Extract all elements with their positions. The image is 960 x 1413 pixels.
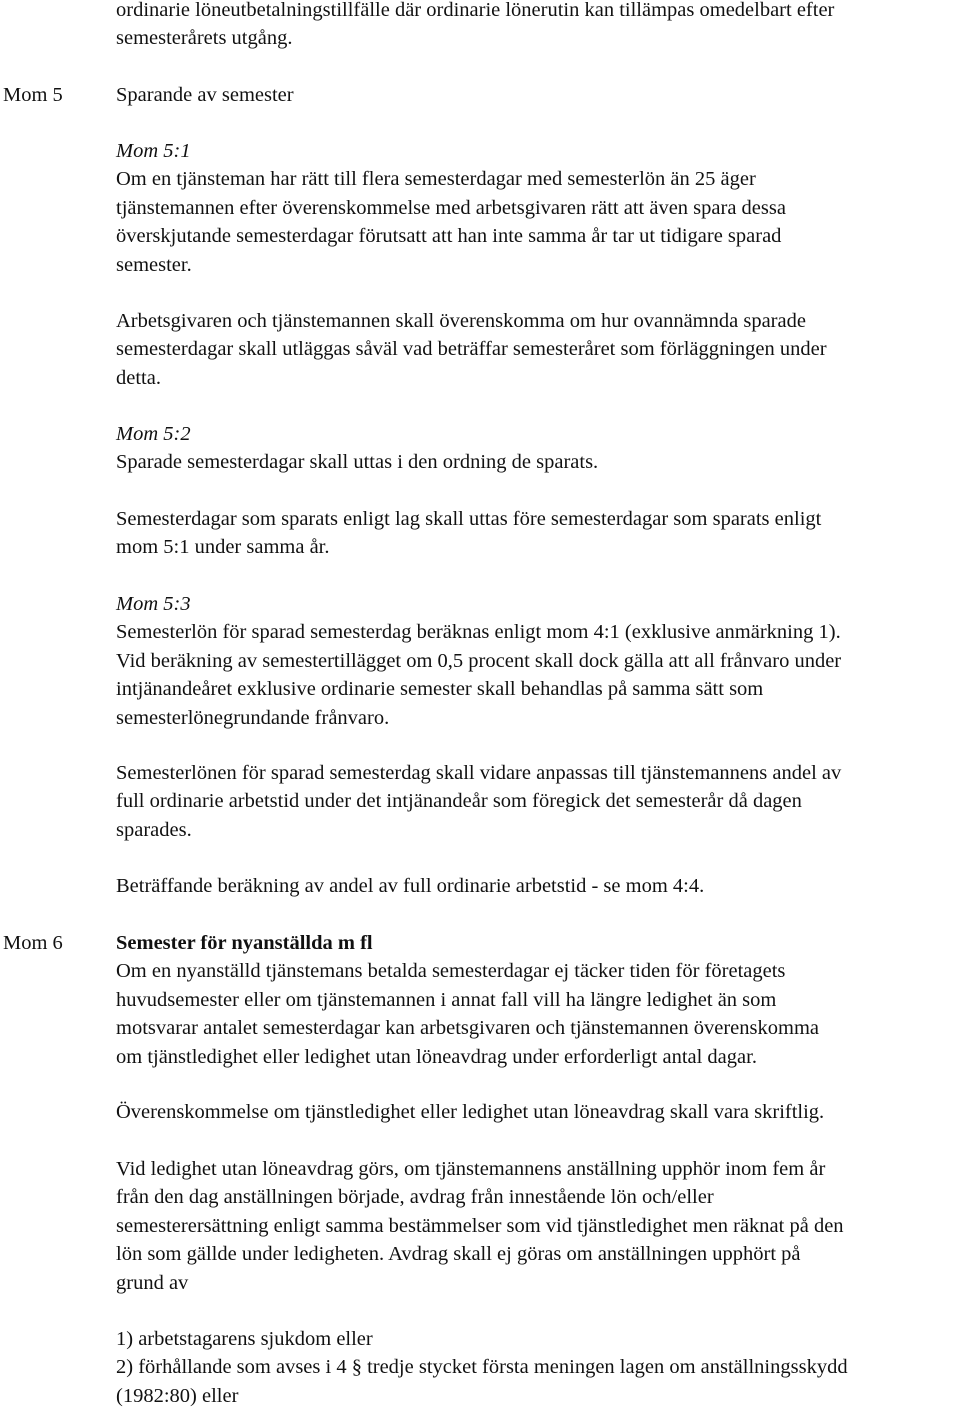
paragraph-line: mom 5:1 under samma år. xyxy=(116,536,330,559)
mom-5-2-subheading: Mom 5:2 xyxy=(116,423,191,445)
paragraph-line: motsvarar antalet semesterdagar kan arbetsgivaren och tjänstemannen överenskomma xyxy=(116,1017,819,1040)
paragraph-line: Beträffande beräkning av andel av full ordinarie arbetstid - se mom 4:4. xyxy=(116,875,705,897)
paragraph-line: Om en tjänsteman har rätt till flera semesterdagar med semesterlön än 25 äger xyxy=(116,168,756,191)
paragraph-line: lön som gällde under ledigheten. Avdrag skall ej göras om anställningen upphört på xyxy=(116,1243,801,1266)
mom-5-2-block xyxy=(116,420,951,477)
paragraph-line: semester. xyxy=(116,253,192,276)
paragraph-line: om tjänstledighet eller ledighet utan löneavdrag under erforderligt antal dagar. xyxy=(116,1045,757,1068)
paragraph-line: grund av xyxy=(116,1271,189,1294)
paragraph-line: Sparade semesterdagar skall uttas i den ordning de sparats. xyxy=(116,451,599,474)
mom-5-3-paragraph-2 xyxy=(116,759,951,844)
paragraph-line: semesterersättning enligt samma bestämmelser som vid tjänstledighet men räknat på den xyxy=(116,1214,844,1237)
mom-6-label: Mom 6 xyxy=(3,932,63,954)
paragraph-line: Semesterlönen för sparad semesterdag skall vidare anpassas till tjänstemannens andel av xyxy=(116,762,842,784)
paragraph-line: semesterlönegrundande frånvaro. xyxy=(116,706,390,729)
paragraph-line: intjänandeåret exklusive ordinarie semester skall behandlas på samma sätt som xyxy=(116,678,764,701)
intro-line: ordinarie löneutbetalningstillfälle där ordinarie lönerutin kan tillämpas omedelbart efter xyxy=(116,0,835,21)
paragraph-line: Om en nyanställd tjänstemans betalda semesterdagar ej täcker tiden för företagets xyxy=(116,960,786,983)
paragraph-line: Arbetsgivaren och tjänstemannen skall överenskomma om hur ovannämnda sparade xyxy=(116,310,806,332)
mom-6-heading: Semester för nyanställda m fl xyxy=(116,932,373,954)
mom-5-label: Mom 5 xyxy=(3,84,63,106)
paragraph-line: Vid beräkning av semestertillägget om 0,5 procent skall dock gälla att all frånvaro under xyxy=(116,649,842,672)
paragraph-line: Semesterdagar som sparats enligt lag skall uttas före semesterdagar som sparats enligt xyxy=(116,508,822,530)
mom-5-3-block xyxy=(116,590,951,732)
paragraph-line: överskjutande semesterdagar förutsatt att han inte samma år tar ut tidigare sparad xyxy=(116,225,782,248)
paragraph-line: tjänstemannen efter överenskommelse med arbetsgivaren rätt att även spara dessa xyxy=(116,196,786,219)
mom-6-block xyxy=(116,929,951,1071)
list-item: (1982:80) eller xyxy=(116,1384,239,1407)
paragraph-line: Vid ledighet utan löneavdrag görs, om tjänstemannens anställning upphör inom fem år xyxy=(116,1158,826,1180)
paragraph-line: huvudsemester eller om tjänstemannen i annat fall vill ha längre ledighet än som xyxy=(116,988,777,1011)
paragraph-line: Semesterlön för sparad semesterdag beräknas enligt mom 4:1 (exklusive anmärkning 1). xyxy=(116,621,841,644)
mom-5-3-paragraph-3 xyxy=(116,872,951,900)
paragraph-line: sparades. xyxy=(116,818,192,841)
mom-5-2-paragraph-2 xyxy=(116,505,951,562)
mom-5-1-block xyxy=(116,137,951,279)
mom-6-paragraph-2 xyxy=(116,1098,951,1126)
intro-line: semesterårets utgång. xyxy=(116,27,293,50)
mom-5-1-paragraph-2 xyxy=(116,307,951,392)
mom-5-3-subheading: Mom 5:3 xyxy=(116,593,191,615)
mom-5-1-subheading: Mom 5:1 xyxy=(116,140,191,162)
mom-6-list xyxy=(116,1325,951,1410)
mom-5-heading: Sparande av semester xyxy=(116,84,294,106)
intro-paragraph xyxy=(116,0,951,53)
paragraph-line: semesterdagar skall utläggas såväl vad beträffar semesteråret som förläggningen under xyxy=(116,338,827,361)
mom-6-paragraph-3 xyxy=(116,1155,951,1297)
paragraph-line: detta. xyxy=(116,366,161,389)
list-item: 2) förhållande som avses i 4 § tredje stycket första meningen lagen om anställningsskydd xyxy=(116,1356,848,1379)
paragraph-line: från den dag anställningen började, avdrag från innestående lön och/eller xyxy=(116,1186,714,1209)
paragraph-line: Överenskommelse om tjänstledighet eller ledighet utan löneavdrag skall vara skriftlig. xyxy=(116,1101,825,1123)
mom-5-heading-wrap xyxy=(116,81,951,109)
list-item: 1) arbetstagarens sjukdom eller xyxy=(116,1328,373,1350)
paragraph-line: full ordinarie arbetstid under det intjänandeår som föregick det semesterår då dagen xyxy=(116,790,802,813)
